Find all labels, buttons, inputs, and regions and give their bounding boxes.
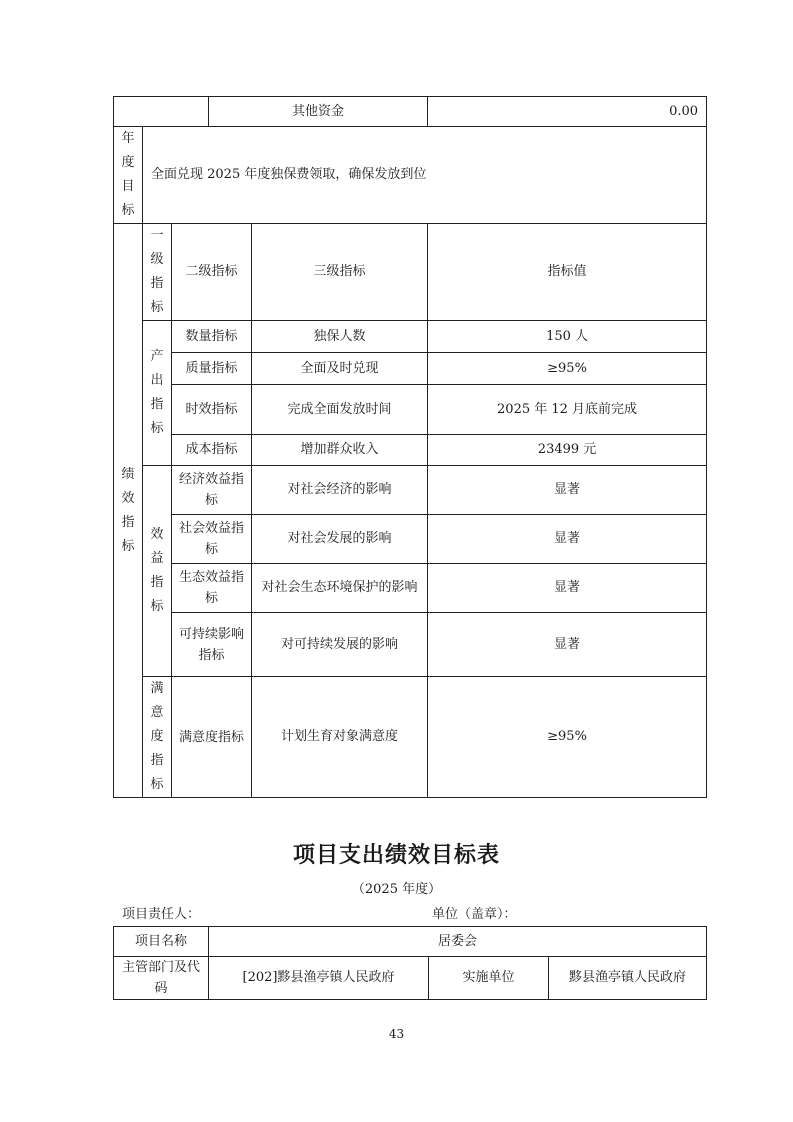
- benefit-level2: 可持续影响指标: [172, 613, 252, 677]
- satisfaction-level3: 计划生育对象满意度: [252, 677, 428, 798]
- annual-goal-text: 全面兑现 2025 年度独保费领取，确保发放到位: [143, 127, 707, 224]
- output-level3: 完成全面发放时间: [252, 385, 428, 435]
- level2-header: 二级指标: [172, 224, 252, 321]
- project-name-label: 项目名称: [114, 927, 209, 957]
- form-title: 项目支出绩效目标表: [292, 843, 500, 868]
- annual-goal-label: 年度目标: [114, 127, 143, 224]
- benefit-indicator-label: 效益指标: [143, 466, 172, 677]
- output-level2: 数量指标: [172, 321, 252, 353]
- page-number: 43: [388, 1027, 405, 1041]
- output-level2: 成本指标: [172, 435, 252, 466]
- impl-unit-value: 黟县渔亭镇人民政府: [549, 957, 707, 1000]
- project-name-value: 居委会: [209, 927, 707, 957]
- level1-header: 一级指标: [143, 224, 172, 321]
- dept-value: [202]黟县渔亭镇人民政府: [209, 957, 429, 1000]
- benefit-value: 显著: [428, 564, 707, 613]
- output-value: 2025 年 12 月底前完成: [428, 385, 707, 435]
- benefit-level3: 对社会生态环境保护的影响: [252, 564, 428, 613]
- perf-indicator-label: 绩效指标: [114, 224, 143, 798]
- benefit-value: 显著: [428, 515, 707, 564]
- output-level2: 时效指标: [172, 385, 252, 435]
- benefit-level2: 经济效益指标: [172, 466, 252, 515]
- satisfaction-indicator-label: 满意度指标: [143, 677, 172, 798]
- output-value: 150 人: [428, 321, 707, 353]
- benefit-level3: 对可持续发展的影响: [252, 613, 428, 677]
- output-level3: 独保人数: [252, 321, 428, 353]
- output-level3: 增加群众收入: [252, 435, 428, 466]
- value-header: 指标值: [428, 224, 707, 321]
- benefit-level3: 对社会经济的影响: [252, 466, 428, 515]
- output-level3: 全面及时兑现: [252, 353, 428, 385]
- form-year: （2025 年度）: [351, 882, 442, 897]
- output-value: ≥95%: [428, 353, 707, 385]
- other-funds-label: 其他资金: [209, 97, 428, 127]
- other-funds-value: 0.00: [428, 97, 707, 127]
- output-indicator-label: 产出指标: [143, 321, 172, 466]
- output-level2: 质量指标: [172, 353, 252, 385]
- benefit-value: 显著: [428, 613, 707, 677]
- satisfaction-value: ≥95%: [428, 677, 707, 798]
- satisfaction-level2: 满意度指标: [172, 677, 252, 798]
- performance-indicator-table: [113, 96, 707, 798]
- project-info-table: [113, 926, 707, 1000]
- dept-label: 主管部门及代码: [114, 957, 209, 1000]
- project-owner-label: 项目责任人：: [122, 907, 201, 922]
- unit-seal-label: 单位（盖章）：: [432, 907, 517, 922]
- benefit-value: 显著: [428, 466, 707, 515]
- blank-cell: [114, 97, 209, 127]
- benefit-level2: 生态效益指标: [172, 564, 252, 613]
- benefit-level3: 对社会发展的影响: [252, 515, 428, 564]
- output-value: 23499 元: [428, 435, 707, 466]
- impl-unit-label: 实施单位: [429, 957, 549, 1000]
- benefit-level2: 社会效益指标: [172, 515, 252, 564]
- level3-header: 三级指标: [252, 224, 428, 321]
